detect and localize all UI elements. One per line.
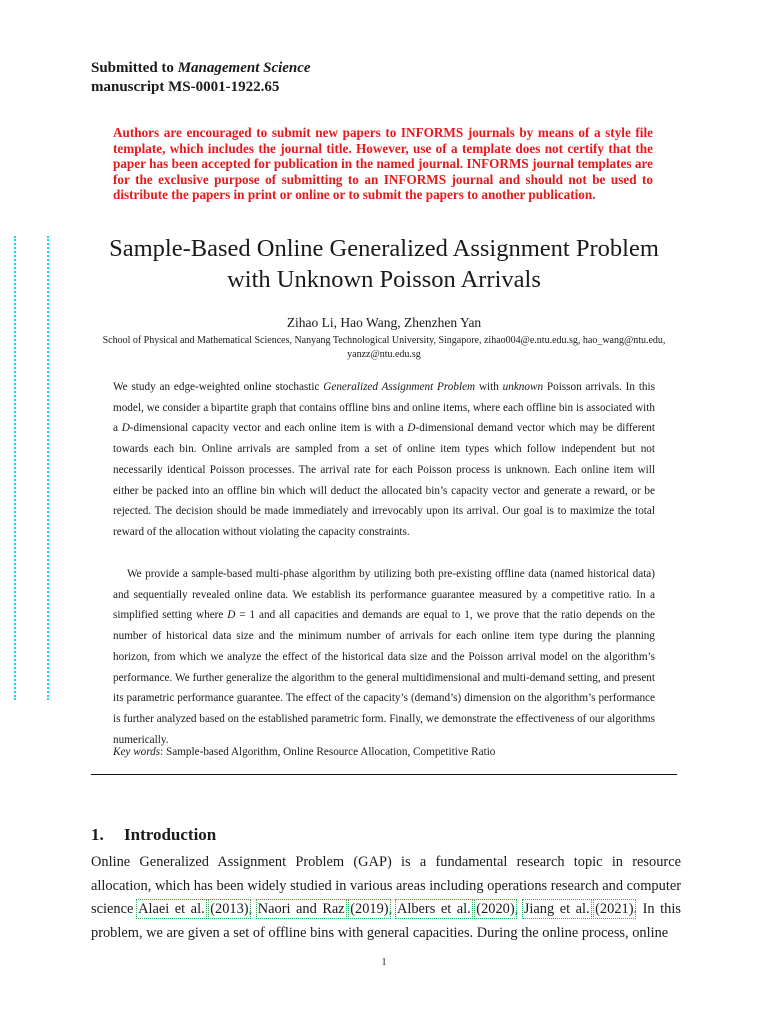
citation-link[interactable]: Jiang et al. [523,901,590,918]
body-text: . In this problem, we are given a set of offline bins with general capacities. During the online process, online [91,901,681,941]
abstract-divider [91,774,677,775]
math-variable: D [407,422,416,435]
body-text: , [248,901,258,918]
abstract-text: -dimensional capacity vector and each online item is with a [129,422,408,435]
section-heading [91,824,216,846]
section-number: 1. [91,825,104,844]
keywords-text: Sample-based Algorithm, Online Resource Allocation, Competitive Ratio [166,746,496,758]
keywords-separator: : [160,746,167,758]
paper-title: Sample-Based Online Generalized Assignment Problem with Unknown Poisson Arrivals [109,235,659,293]
citation-link[interactable]: (2021) [595,901,634,918]
math-variable: D [227,609,236,622]
abstract-text: We provide a sample-based multi-phase algorithm by utilizing both pre-existing offline data (named historical data) and sequentially revealed online data. We establish its performance guarantee measured by a competitive ratio. In a simplified setting where [113,568,655,622]
abstract-emphasis: Generalized Assignment Problem [323,381,476,393]
abstract-text: with [475,381,503,393]
citation-link[interactable]: (2020) [476,901,515,918]
citation-link[interactable]: Alaei et al. [138,901,205,918]
manuscript-id: manuscript MS-0001-1922.65 [91,79,280,95]
body-text: , [514,901,524,918]
citation-link[interactable]: (2019) [350,901,389,918]
citation-link[interactable]: Naori and Raz [257,901,345,918]
keywords-label: Key words [113,746,161,758]
math-variable: D [121,422,130,435]
keywords [113,742,655,762]
submitted-prefix: Submitted to [91,60,178,76]
math-expression: = 1 [235,609,256,622]
abstract-emphasis: unknown [502,381,544,393]
abstract-text: and all capacities and demands are equal to 1, we prove that the ratio depends on the number of historical data size and the minimum number of arrivals for each online item type during the planning horizon, from which we analyze the effect of the historical data size and the Poisson arrival model on the algorithm’s performance. We further generalize the algorithm to the general multidimensional and multi-demand setting, and present its parametric performance guarantee. The effect of the capacity’s (demand’s) dimension on the algorithm’s performance is further analyzed based on the established parametric form. Finally, we demonstrate the effectiveness of our algorithms numerically. [113,609,656,746]
submission-line [91,59,311,78]
citation-link[interactable]: Albers et al. [396,901,471,918]
abstract-text: Poisson arrivals. In this model, we consider a bipartite graph that contains offline bins and online items, where each offline bin is associated with a [113,381,655,435]
abstract-paragraph-2 [113,564,655,750]
page-number: 1 [381,957,387,968]
informs-template-notice: Authors are encouraged to submit new papers to INFORMS journals by means of a style file template, which includes the journal title. However, use of a template does not certify that the paper has been accepted for publication in the named journal. INFORMS journal templates are for the exclusive purpose of submitting to an INFORMS journal and should not be used to distribute the papers in print or online or to submit the papers to another publication. [113,125,653,202]
intro-paragraph [91,851,681,945]
body-text: , [388,901,397,918]
margin-annotation-box [14,236,49,700]
section-title: Introduction [124,825,217,844]
author-affiliation: School of Physical and Mathematical Sciences, Nanyang Technological University, Singapore, zihao004@e.ntu.edu.sg, hao_wang@ntu.edu, yanzz@ntu.edu.sg [102,335,666,360]
abstract-text: -dimensional demand vector which may be different towards each bin. Online arrivals are sampled from a set of online item types which follow independent but not necessarily identical Poisson processes. The arrival rate for each Poisson process is unknown. Each online item will either be packed into an offline bin which will deduct the allocated bin’s capacity vector and generate a reward, or be rejected. The decision should be made immediately and irrevocably upon its arrival. Our goal is to maximize the total reward of the allocation without violating the capacity constraints. [113,422,656,538]
author-list: Zihao Li, Hao Wang, Zhenzhen Yan [286,315,482,330]
body-text: Online Generalized Assignment Problem (GAP) is a fundamental research topic in resource allocation, which has been widely studied in various areas including operations research and computer science [91,854,681,918]
citation-link[interactable]: (2013) [210,901,249,918]
abstract-text: We study an edge-weighted online stochastic [113,381,324,393]
abstract-paragraph-1 [113,377,655,543]
journal-name: Management Science [177,60,311,76]
